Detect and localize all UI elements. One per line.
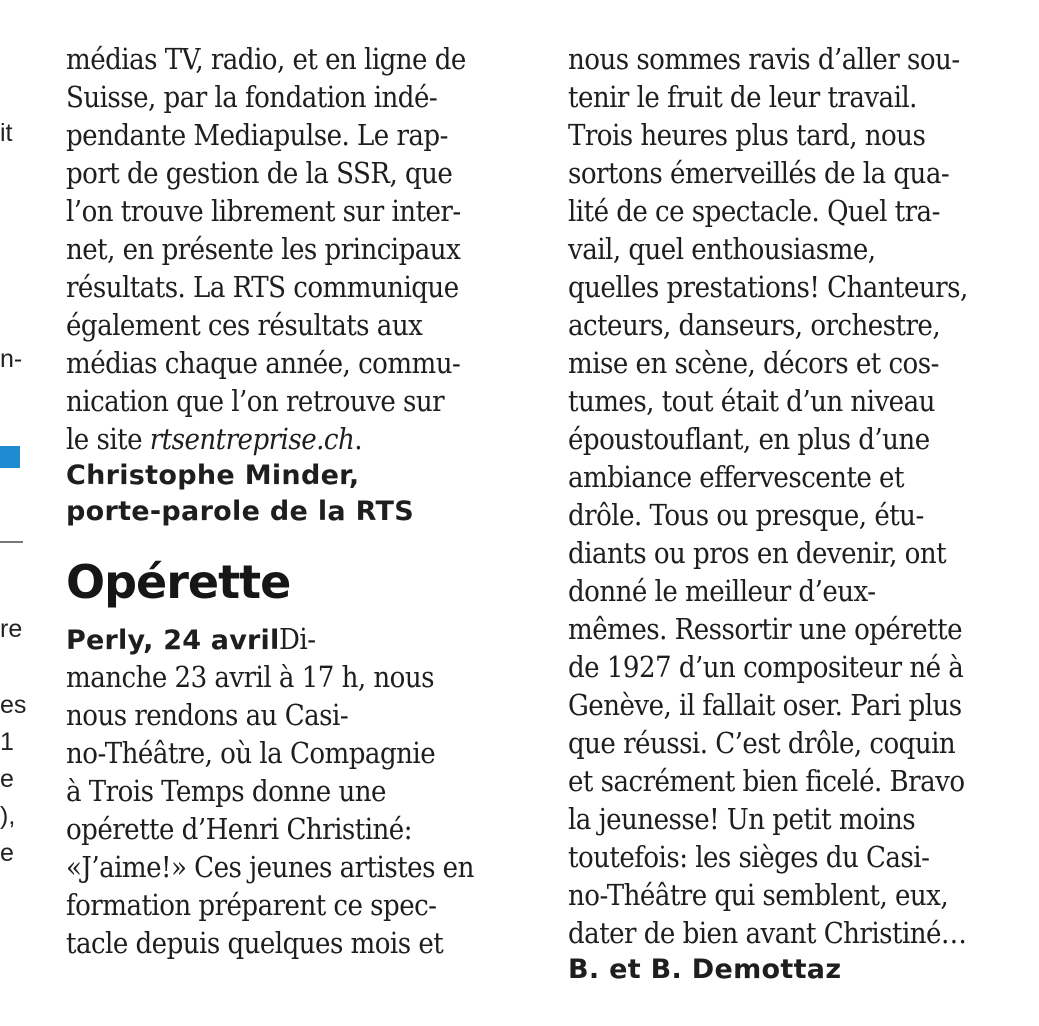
text-line: port de gestion de la SSR, que <box>66 156 453 190</box>
letter2-heading: Opérette <box>66 555 291 609</box>
letter1-signature-name: Christophe Minder, <box>66 460 360 491</box>
truncated-text-fragment: e <box>0 839 14 867</box>
text-line: net, en présente les principaux <box>66 232 461 266</box>
truncated-text-fragment: ), <box>0 802 16 830</box>
left-column-fragment <box>0 0 30 1026</box>
letter1-website-link-text: rtsentreprise.ch <box>149 422 355 456</box>
text-line: médias TV, radio, et en ligne de <box>66 42 466 76</box>
text-line: mise en scène, décors et cos- <box>568 346 939 380</box>
text-line: toutefois: les sièges du Casi- <box>568 840 930 874</box>
text-line: époustouflant, en plus d’une <box>568 422 930 456</box>
truncated-text-fragment: re <box>0 615 23 643</box>
text-line: formation préparent ce spec- <box>66 888 437 922</box>
text-line: et sacrément bien ficelé. Bravo <box>568 764 965 798</box>
text-line: de 1927 d’un compositeur né à <box>568 650 964 684</box>
text-line: résultats. La RTS communique <box>66 270 459 304</box>
letter1-signature-role: porte-parole de la RTS <box>66 496 414 527</box>
letter1-last-line <box>66 420 489 458</box>
truncated-text-fragment: n- <box>0 345 23 373</box>
text-line: donné le meilleur d’eux- <box>568 574 876 608</box>
letter2-signature: B. et B. Demottaz <box>568 954 842 985</box>
text-line: lité de ce spectacle. Quel tra- <box>568 194 940 228</box>
text-line: acteurs, danseurs, orchestre, <box>568 308 941 342</box>
text-line: no-Théâtre, où la Compagnie <box>66 736 436 770</box>
text-line: Trois heures plus tard, nous <box>568 118 926 152</box>
letter1-last-suffix: . <box>354 422 362 456</box>
truncated-text-fragment: it <box>0 119 13 147</box>
letter1-signature <box>66 458 536 530</box>
text-line: ambiance effervescente et <box>568 460 904 494</box>
text-line: médias chaque année, commu- <box>66 346 461 380</box>
text-line: que réussi. C’est drôle, coquin <box>568 726 956 760</box>
letter2-dateline: Perly, 24 avril <box>66 625 280 656</box>
divider-rule <box>0 541 23 543</box>
text-line: tumes, tout était d’un niveau <box>568 384 935 418</box>
letter1-last-prefix: le site <box>66 422 150 456</box>
text-line: également ces résultats aux <box>66 308 423 342</box>
right-column <box>568 40 1038 988</box>
text-line: «J’aime!» Ces jeunes artistes en <box>66 850 474 884</box>
text-line: sortons émerveillés de la qua- <box>568 156 950 190</box>
text-line: l’on trouve librement sur inter- <box>66 194 461 228</box>
text-line: drôle. Tous ou presque, étu- <box>568 498 924 532</box>
text-line: nous sommes ravis d’aller sou- <box>568 42 960 76</box>
text-line: nication que l’on retrouve sur <box>66 384 445 418</box>
text-line: vail, quel enthousiasme, <box>568 232 876 266</box>
text-line: quelles prestations! Chanteurs, <box>568 270 968 304</box>
text-line: tacle depuis quelques mois et <box>66 926 444 960</box>
truncated-text-fragment: e <box>0 765 14 793</box>
text-line: Suisse, par la fondation indé- <box>66 80 438 114</box>
section-accent-bar <box>0 446 20 468</box>
text-line: diants ou pros en devenir, ont <box>568 536 947 570</box>
letter2-first-line <box>66 620 536 658</box>
text-line: la jeunesse! Un petit moins <box>568 802 916 836</box>
letter2-body-part1 <box>66 658 536 962</box>
text-line: mêmes. Ressortir une opérette <box>568 612 962 646</box>
letter2-body-part2 <box>568 40 1038 952</box>
text-line: Genève, il fallait oser. Pari plus <box>568 688 962 722</box>
text-line: no-Théâtre qui semblent, eux, <box>568 878 949 912</box>
text-line: manche 23 avril à 17 h, nous <box>66 660 434 694</box>
letter2-first-line-rest: Di- <box>279 622 316 656</box>
text-line: dater de bien avant Christiné… <box>568 916 967 950</box>
truncated-text-fragment: 1 <box>0 728 14 756</box>
letter1-body <box>66 40 536 420</box>
text-line: opérette d’Henri Christiné: <box>66 812 412 846</box>
text-line: pendante Mediapulse. Le rap- <box>66 118 448 152</box>
text-line: à Trois Temps donne une <box>66 774 386 808</box>
truncated-text-fragment: es <box>0 691 27 719</box>
text-line: tenir le fruit de leur travail. <box>568 80 917 114</box>
text-line: nous rendons au Casi- <box>66 698 349 732</box>
middle-column <box>66 40 536 962</box>
